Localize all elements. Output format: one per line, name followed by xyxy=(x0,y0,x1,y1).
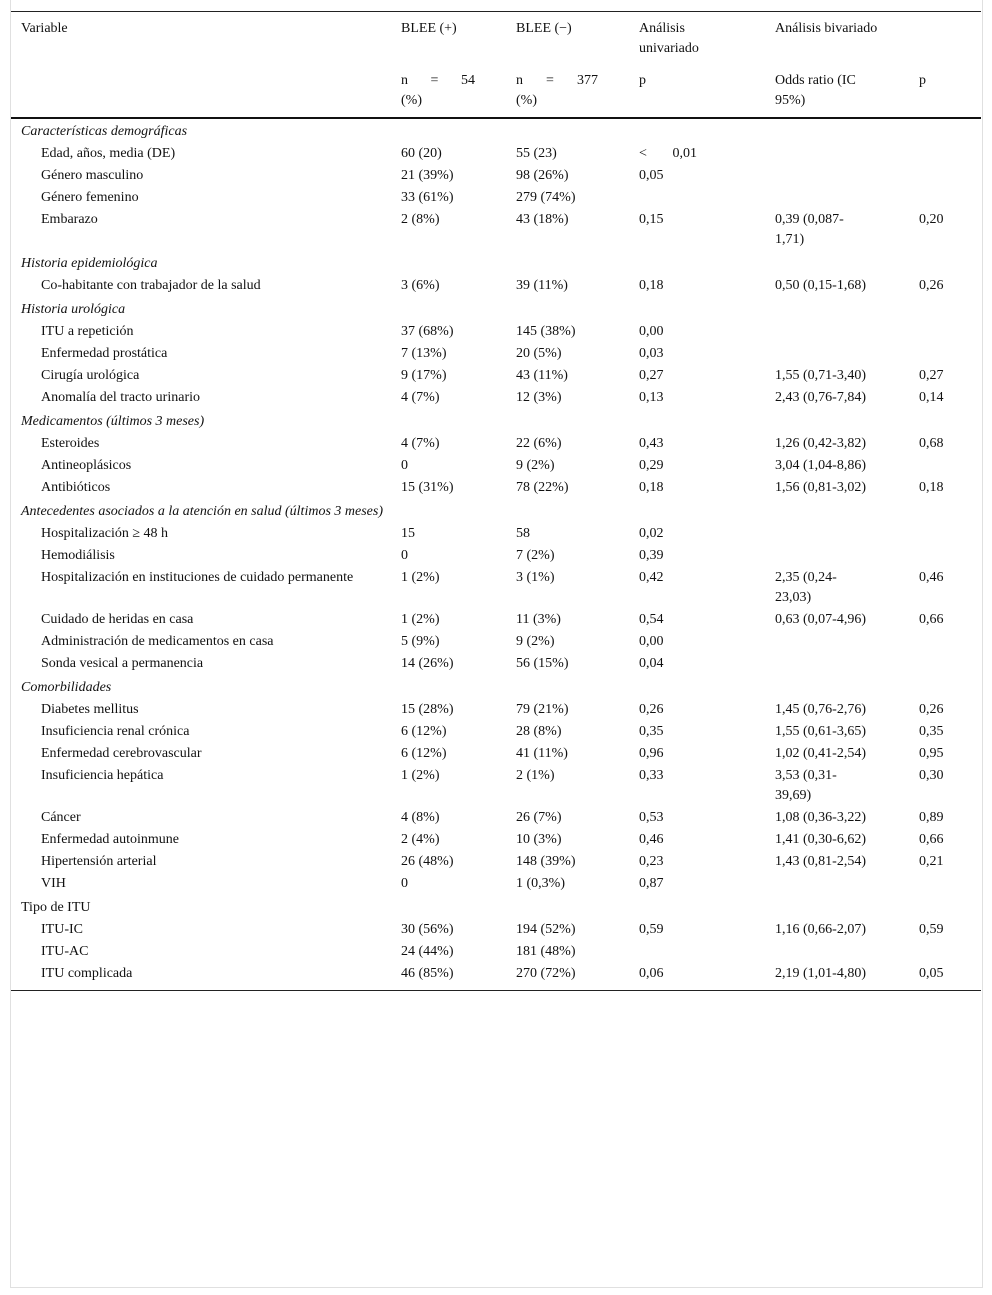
cell-p-univariado: 0,53 xyxy=(639,810,664,825)
cell-p-bivariado xyxy=(909,343,981,365)
cell-blee-neg: 58 xyxy=(516,526,530,541)
cell-blee-pos: 14 (26%) xyxy=(401,656,454,671)
odds-ratio-text: 1,41 (0,30-6,62) xyxy=(775,832,866,847)
table-row xyxy=(11,631,981,653)
table-row xyxy=(11,523,981,545)
cell-p-univariado: 0,59 xyxy=(639,922,664,937)
table-row xyxy=(11,721,981,743)
cell-blee-pos: 6 (12%) xyxy=(401,746,447,761)
odds-ratio-text: 2,19 (1,01-4,80) xyxy=(775,966,866,981)
cell-p-bivariado xyxy=(909,165,981,187)
odds-ratio-text: 1,02 (0,41-2,54) xyxy=(775,746,866,761)
cell-odds-ratio xyxy=(765,631,909,653)
cell-p-bivariado: 0,66 xyxy=(919,612,944,627)
n-pos-eq: = xyxy=(430,73,439,88)
row-label: Cuidado de heridas en casa xyxy=(41,612,194,627)
cell-odds-ratio xyxy=(765,807,909,829)
cell-blee-neg: 9 (2%) xyxy=(516,634,555,649)
table-row xyxy=(11,477,981,499)
cell-p-univariado: 0,15 xyxy=(639,212,664,227)
cell-odds-ratio xyxy=(765,545,909,567)
cell-p-bivariado: 0,21 xyxy=(919,854,944,869)
cell-blee-pos: 6 (12%) xyxy=(401,724,447,739)
cell-blee-pos: 37 (68%) xyxy=(401,324,454,339)
univariado-text: Análisis univariado xyxy=(639,21,699,56)
cell-blee-neg: 22 (6%) xyxy=(516,436,562,451)
cell-odds-ratio xyxy=(765,567,909,609)
cell-blee-neg: 145 (38%) xyxy=(516,324,576,339)
odds-ratio-text: 2,43 (0,76-7,84) xyxy=(775,390,866,405)
cell-odds-ratio xyxy=(765,829,909,851)
cell-blee-neg: 194 (52%) xyxy=(516,922,576,937)
cell-blee-neg: 7 (2%) xyxy=(516,548,555,563)
cell-odds-ratio xyxy=(765,433,909,455)
cell-p-bivariado: 0,66 xyxy=(919,832,944,847)
cell-odds-ratio xyxy=(765,455,909,477)
header-variable: Variable xyxy=(11,12,391,60)
n-pos-val: 54 xyxy=(461,73,475,88)
cell-odds-ratio xyxy=(765,699,909,721)
odds-ratio-text: 1,56 (0,81-3,02) xyxy=(775,480,866,495)
cell-blee-neg: 10 (3%) xyxy=(516,832,562,847)
cell-p-univariado: 0,02 xyxy=(639,526,664,541)
cell-p-univariado: 0,42 xyxy=(639,570,664,585)
cell-p-bivariado xyxy=(909,873,981,895)
cell-odds-ratio xyxy=(765,873,909,895)
table-row xyxy=(11,567,981,609)
cell-p-univariado: 0,18 xyxy=(639,480,664,495)
cell-odds-ratio xyxy=(765,523,909,545)
cell-odds-ratio xyxy=(765,143,909,165)
row-label: Enfermedad prostática xyxy=(41,346,168,361)
cell-blee-pos: 7 (13%) xyxy=(401,346,447,361)
cell-odds-ratio xyxy=(765,941,909,963)
section-title: Comorbilidades xyxy=(21,680,112,695)
table-row xyxy=(11,433,981,455)
cell-blee-neg: 3 (1%) xyxy=(516,570,555,585)
section-row xyxy=(11,251,981,275)
cell-blee-pos: 1 (2%) xyxy=(401,612,440,627)
cell-blee-pos: 4 (8%) xyxy=(401,810,440,825)
table-row xyxy=(11,941,981,963)
cell-p-bivariado: 0,89 xyxy=(919,810,944,825)
cell-odds-ratio xyxy=(765,187,909,209)
cell-blee-neg: 20 (5%) xyxy=(516,346,562,361)
cell-odds-ratio xyxy=(765,919,909,941)
row-label: Antineoplásicos xyxy=(41,458,132,473)
section-row xyxy=(11,895,981,919)
cell-p-bivariado xyxy=(909,941,981,963)
odds-ratio-text: 0,39 (0,087-1,71) xyxy=(775,212,844,247)
header-n-neg xyxy=(506,59,629,118)
cell-blee-neg: 270 (72%) xyxy=(516,966,576,981)
row-label: ITU-AC xyxy=(41,944,89,959)
cell-p-bivariado xyxy=(909,455,981,477)
header-row-1 xyxy=(11,12,981,60)
odds-ratio-text: 1,43 (0,81-2,54) xyxy=(775,854,866,869)
cell-odds-ratio xyxy=(765,721,909,743)
cell-blee-pos: 24 (44%) xyxy=(401,944,454,959)
cell-blee-neg: 148 (39%) xyxy=(516,854,576,869)
row-label: Administración de medicamentos en casa xyxy=(41,634,274,649)
cell-blee-pos: 26 (48%) xyxy=(401,854,454,869)
cell-odds-ratio xyxy=(765,963,909,990)
row-label: Diabetes mellitus xyxy=(41,702,139,717)
table-row xyxy=(11,321,981,343)
table-row xyxy=(11,143,981,165)
cell-p-univariado: 0,46 xyxy=(639,832,664,847)
cell-p-bivariado: 0,59 xyxy=(919,922,944,937)
cell-blee-pos: 1 (2%) xyxy=(401,570,440,585)
cell-blee-pos: 2 (4%) xyxy=(401,832,440,847)
table-row xyxy=(11,387,981,409)
cell-blee-pos: 4 (7%) xyxy=(401,390,440,405)
table-row xyxy=(11,699,981,721)
header-blee-pos: BLEE (+) xyxy=(391,12,506,60)
header-univariado xyxy=(629,12,765,60)
row-label: Edad, años, media (DE) xyxy=(41,146,176,161)
cell-p-univariado: 0,29 xyxy=(639,458,664,473)
cell-p-bivariado: 0,14 xyxy=(919,390,944,405)
cell-blee-neg: 78 (22%) xyxy=(516,480,569,495)
cell-blee-neg: 56 (15%) xyxy=(516,656,569,671)
table-row xyxy=(11,829,981,851)
cell-p-univariado: 0,26 xyxy=(639,702,664,717)
row-label: ITU complicada xyxy=(41,966,133,981)
odds-ratio-text: 1,26 (0,42-3,82) xyxy=(775,436,866,451)
cell-blee-pos: 0 xyxy=(401,548,408,563)
section-title: Tipo de ITU xyxy=(21,900,91,915)
cell-p-univariado: 0,33 xyxy=(639,768,664,783)
row-label: Embarazo xyxy=(41,212,98,227)
odds-ratio-text: 2,35 (0,24-23,03) xyxy=(775,570,837,605)
n-neg-eq: = xyxy=(546,73,554,88)
cell-blee-pos: 1 (2%) xyxy=(401,768,440,783)
cell-blee-neg: 43 (18%) xyxy=(516,212,569,227)
n-pos-n: n xyxy=(401,73,408,88)
cell-p-univariado: 0,04 xyxy=(639,656,664,671)
cell-blee-neg: 1 (0,3%) xyxy=(516,876,565,891)
cell-blee-pos: 33 (61%) xyxy=(401,190,454,205)
cell-blee-neg: 279 (74%) xyxy=(516,190,576,205)
odds-ratio-text: 1,08 (0,36-3,22) xyxy=(775,810,866,825)
cell-blee-pos: 30 (56%) xyxy=(401,922,454,937)
row-label: Enfermedad autoinmune xyxy=(41,832,180,847)
row-label: Hipertensión arterial xyxy=(41,854,157,869)
cell-odds-ratio xyxy=(765,609,909,631)
row-label: Esteroides xyxy=(41,436,100,451)
table-row xyxy=(11,743,981,765)
odds-ratio-text: 3,04 (1,04-8,86) xyxy=(775,458,866,473)
table-row xyxy=(11,545,981,567)
header-bivariado: Análisis bivariado xyxy=(765,12,981,60)
cell-blee-neg: 181 (48%) xyxy=(516,944,576,959)
results-table xyxy=(11,11,981,990)
row-label: Sonda vesical a permanencia xyxy=(41,656,204,671)
cell-blee-pos: 21 (39%) xyxy=(401,168,454,183)
cell-p-bivariado: 0,20 xyxy=(919,212,944,227)
cell-p-bivariado: 0,46 xyxy=(919,570,944,585)
section-row xyxy=(11,409,981,433)
cell-odds-ratio xyxy=(765,653,909,675)
cell-blee-pos: 0 xyxy=(401,458,408,473)
table-row xyxy=(11,807,981,829)
cell-blee-neg: 28 (8%) xyxy=(516,724,562,739)
n-neg-line xyxy=(516,71,598,91)
row-label: Antibióticos xyxy=(41,480,111,495)
table-body xyxy=(11,118,981,990)
table-row xyxy=(11,919,981,941)
cell-p-univariado: 0,05 xyxy=(639,168,664,183)
cell-blee-neg: 11 (3%) xyxy=(516,612,561,627)
cell-p-bivariado xyxy=(909,143,981,165)
cell-p-univariado: 0,27 xyxy=(639,368,664,383)
cell-blee-neg: 43 (11%) xyxy=(516,368,568,383)
n-neg-pct: (%) xyxy=(516,93,537,108)
cell-p-univariado: 0,06 xyxy=(639,966,664,981)
odds-ratio-text: 1,16 (0,66-2,07) xyxy=(775,922,866,937)
row-label: Enfermedad cerebrovascular xyxy=(41,746,202,761)
cell-p-bivariado: 0,30 xyxy=(919,768,944,783)
header-p-bi: p xyxy=(909,59,981,118)
section-row xyxy=(11,297,981,321)
cell-p-univariado xyxy=(629,143,765,165)
row-label: ITU-IC xyxy=(41,922,83,937)
row-label: Hospitalización en instituciones de cuidado permanente xyxy=(41,570,354,585)
section-title: Características demográficas xyxy=(21,124,188,139)
cell-odds-ratio xyxy=(765,387,909,409)
row-label: Cirugía urológica xyxy=(41,368,140,383)
section-title: Medicamentos (últimos 3 meses) xyxy=(21,414,205,429)
p-less-than: < 0,01 xyxy=(639,146,697,161)
cell-p-univariado: 0,03 xyxy=(639,346,664,361)
table-row xyxy=(11,209,981,251)
cell-p-univariado: 0,13 xyxy=(639,390,664,405)
cell-p-univariado: 0,00 xyxy=(639,324,664,339)
row-label: VIH xyxy=(41,876,66,891)
table-row xyxy=(11,187,981,209)
cell-p-univariado: 0,39 xyxy=(639,548,664,563)
cell-blee-pos: 0 xyxy=(401,876,408,891)
cell-blee-pos: 60 (20) xyxy=(401,146,442,161)
header-n-pos xyxy=(391,59,506,118)
cell-odds-ratio xyxy=(765,275,909,297)
cell-p-univariado xyxy=(629,187,765,209)
odds-text: Odds ratio (IC 95%) xyxy=(775,73,856,108)
cell-p-bivariado xyxy=(909,321,981,343)
cell-blee-neg: 41 (11%) xyxy=(516,746,568,761)
cell-p-bivariado: 0,35 xyxy=(919,724,944,739)
section-title: Historia urológica xyxy=(21,302,126,317)
cell-p-univariado: 0,87 xyxy=(639,876,664,891)
cell-odds-ratio xyxy=(765,765,909,807)
cell-blee-pos: 15 (31%) xyxy=(401,480,454,495)
header-blee-neg: BLEE (−) xyxy=(506,12,629,60)
odds-ratio-text: 0,63 (0,07-4,96) xyxy=(775,612,866,627)
row-label: Hospitalización ≥ 48 h xyxy=(41,526,169,541)
cell-p-univariado: 0,18 xyxy=(639,278,664,293)
cell-blee-pos: 4 (7%) xyxy=(401,436,440,451)
cell-p-bivariado: 0,26 xyxy=(919,702,944,717)
odds-ratio-text: 3,53 (0,31-39,69) xyxy=(775,768,837,803)
table-row xyxy=(11,165,981,187)
header-empty xyxy=(11,59,391,118)
cell-p-bivariado: 0,27 xyxy=(919,368,944,383)
cell-odds-ratio xyxy=(765,851,909,873)
row-label: ITU a repetición xyxy=(41,324,134,339)
cell-odds-ratio xyxy=(765,365,909,387)
row-label: Anomalía del tracto urinario xyxy=(41,390,200,405)
odds-ratio-text: 1,45 (0,76-2,76) xyxy=(775,702,866,717)
cell-blee-neg: 2 (1%) xyxy=(516,768,555,783)
row-label: Co-habitante con trabajador de la salud xyxy=(41,278,261,293)
row-label: Insuficiencia hepática xyxy=(41,768,164,783)
cell-blee-pos: 9 (17%) xyxy=(401,368,447,383)
row-label: Género femenino xyxy=(41,190,139,205)
row-label: Hemodiálisis xyxy=(41,548,115,563)
cell-p-bivariado xyxy=(909,523,981,545)
cell-p-univariado xyxy=(629,941,765,963)
table-row xyxy=(11,851,981,873)
table-row xyxy=(11,609,981,631)
n-neg-n: n xyxy=(516,73,523,88)
n-neg-val: 377 xyxy=(577,73,598,88)
table-row xyxy=(11,343,981,365)
cell-blee-pos: 3 (6%) xyxy=(401,278,440,293)
row-label: Género masculino xyxy=(41,168,144,183)
cell-blee-pos: 15 xyxy=(401,526,415,541)
cell-p-univariado: 0,54 xyxy=(639,612,664,627)
n-pos-line xyxy=(401,71,475,91)
cell-blee-neg: 98 (26%) xyxy=(516,168,569,183)
section-title: Antecedentes asociados a la atención en salud (últimos 3 meses) xyxy=(21,504,383,519)
section-row xyxy=(11,499,981,523)
cell-p-univariado: 0,96 xyxy=(639,746,664,761)
cell-blee-neg: 26 (7%) xyxy=(516,810,562,825)
cell-p-bivariado xyxy=(909,545,981,567)
row-label: Insuficiencia renal crónica xyxy=(41,724,190,739)
cell-blee-pos: 15 (28%) xyxy=(401,702,454,717)
cell-odds-ratio xyxy=(765,343,909,365)
table-row xyxy=(11,765,981,807)
cell-odds-ratio xyxy=(765,321,909,343)
cell-odds-ratio xyxy=(765,477,909,499)
table-row xyxy=(11,455,981,477)
table-row xyxy=(11,963,981,990)
cell-blee-neg: 79 (21%) xyxy=(516,702,569,717)
section-title: Historia epidemiológica xyxy=(21,256,158,271)
odds-ratio-text: 1,55 (0,71-3,40) xyxy=(775,368,866,383)
cell-p-bivariado: 0,26 xyxy=(919,278,944,293)
cell-p-bivariado xyxy=(909,631,981,653)
cell-p-bivariado xyxy=(909,187,981,209)
cell-p-bivariado: 0,95 xyxy=(919,746,944,761)
cell-odds-ratio xyxy=(765,209,909,251)
cell-blee-neg: 12 (3%) xyxy=(516,390,562,405)
cell-odds-ratio xyxy=(765,743,909,765)
odds-ratio-text: 0,50 (0,15-1,68) xyxy=(775,278,866,293)
cell-blee-pos: 5 (9%) xyxy=(401,634,440,649)
bottom-rule xyxy=(11,990,981,991)
cell-blee-pos: 46 (85%) xyxy=(401,966,454,981)
cell-blee-neg: 9 (2%) xyxy=(516,458,555,473)
cell-blee-pos: 2 (8%) xyxy=(401,212,440,227)
cell-p-univariado: 0,35 xyxy=(639,724,664,739)
n-pos-pct: (%) xyxy=(401,93,422,108)
cell-p-univariado: 0,23 xyxy=(639,854,664,869)
cell-blee-neg: 55 (23) xyxy=(516,146,557,161)
cell-odds-ratio xyxy=(765,165,909,187)
cell-p-bivariado: 0,05 xyxy=(919,966,944,981)
cell-p-bivariado: 0,68 xyxy=(919,436,944,451)
header-row-2 xyxy=(11,59,981,118)
table-row xyxy=(11,365,981,387)
section-row xyxy=(11,675,981,699)
cell-p-bivariado: 0,18 xyxy=(919,480,944,495)
table-row xyxy=(11,873,981,895)
cell-blee-neg: 39 (11%) xyxy=(516,278,568,293)
table-row xyxy=(11,275,981,297)
cell-p-univariado: 0,00 xyxy=(639,634,664,649)
header-odds xyxy=(765,59,909,118)
odds-ratio-text: 1,55 (0,61-3,65) xyxy=(775,724,866,739)
table-row xyxy=(11,653,981,675)
cell-p-bivariado xyxy=(909,653,981,675)
row-label: Cáncer xyxy=(41,810,81,825)
header-p-uni: p xyxy=(629,59,765,118)
cell-p-univariado: 0,43 xyxy=(639,436,664,451)
section-row xyxy=(11,118,981,143)
